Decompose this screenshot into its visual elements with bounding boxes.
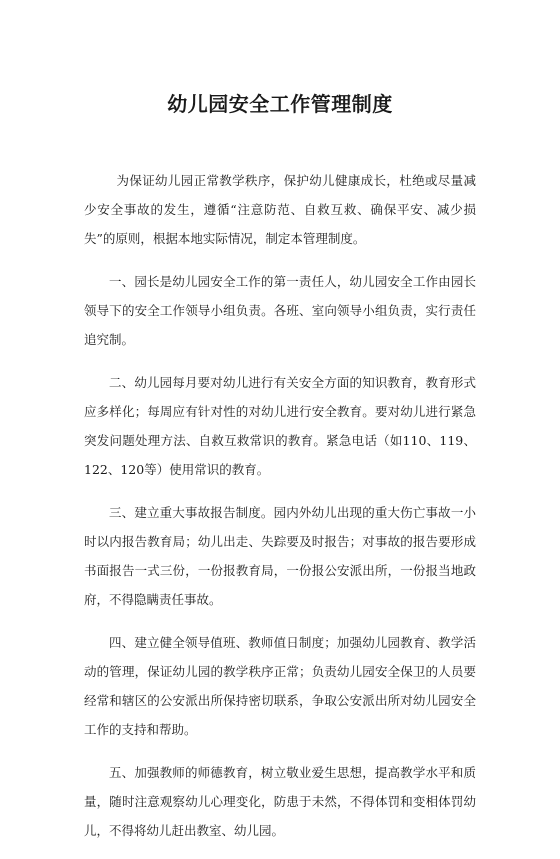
document-title: 幼儿园安全工作管理制度 [167, 92, 393, 116]
rule-paragraph-2: 二、幼儿园每月要对幼儿进行有关安全方面的知识教育，教育形式应多样化；每周应有针对性的对幼儿进行安全教育。要对幼儿进行紧急突发问题处理方法、自救互救常识的教育。紧急电话（如110、119、122、120等）使用常识的教育。 [84, 375, 476, 477]
rule-paragraph-1: 一、园长是幼儿园安全工作的第一责任人，幼儿园安全工作由园长领导下的安全工作领导小组负责。各班、室向领导小组负责，实行责任追究制。 [84, 274, 476, 347]
rule-paragraph-3: 三、建立重大事故报告制度。园内外幼儿出现的重大伤亡事故一小时以内报告教育局；幼儿出走、失踪要及时报告；对事故的报告要形成书面报告一式三份，一份报教育局，一份报公安派出所，一份报当地政府，不得隐瞒责任事故。 [84, 505, 476, 607]
intro-paragraph: 为保证幼儿园正常教学秩序，保护幼儿健康成长，杜绝或尽量减少安全事故的发生，遵循“注意防范、自救互救、确保平安、减少损失”的原则，根据本地实际情况，制定本管理制度。 [84, 173, 476, 246]
rule-paragraph-4: 四、建立健全领导值班、教师值日制度；加强幼儿园教育、教学活动的管理，保证幼儿园的教学秩序正常；负责幼儿园安全保卫的人员要经常和辖区的公安派出所保持密切联系，争取公安派出所对幼儿园安全工作的支持和帮助。 [84, 635, 476, 737]
document-body [84, 166, 476, 859]
rule-paragraph-5: 五、加强教师的师德教育，树立敬业爱生思想，提高教学水平和质量，随时注意观察幼儿心理变化，防患于未然，不得体罚和变相体罚幼儿，不得将幼儿赶出教室、幼儿园。 [84, 765, 476, 838]
